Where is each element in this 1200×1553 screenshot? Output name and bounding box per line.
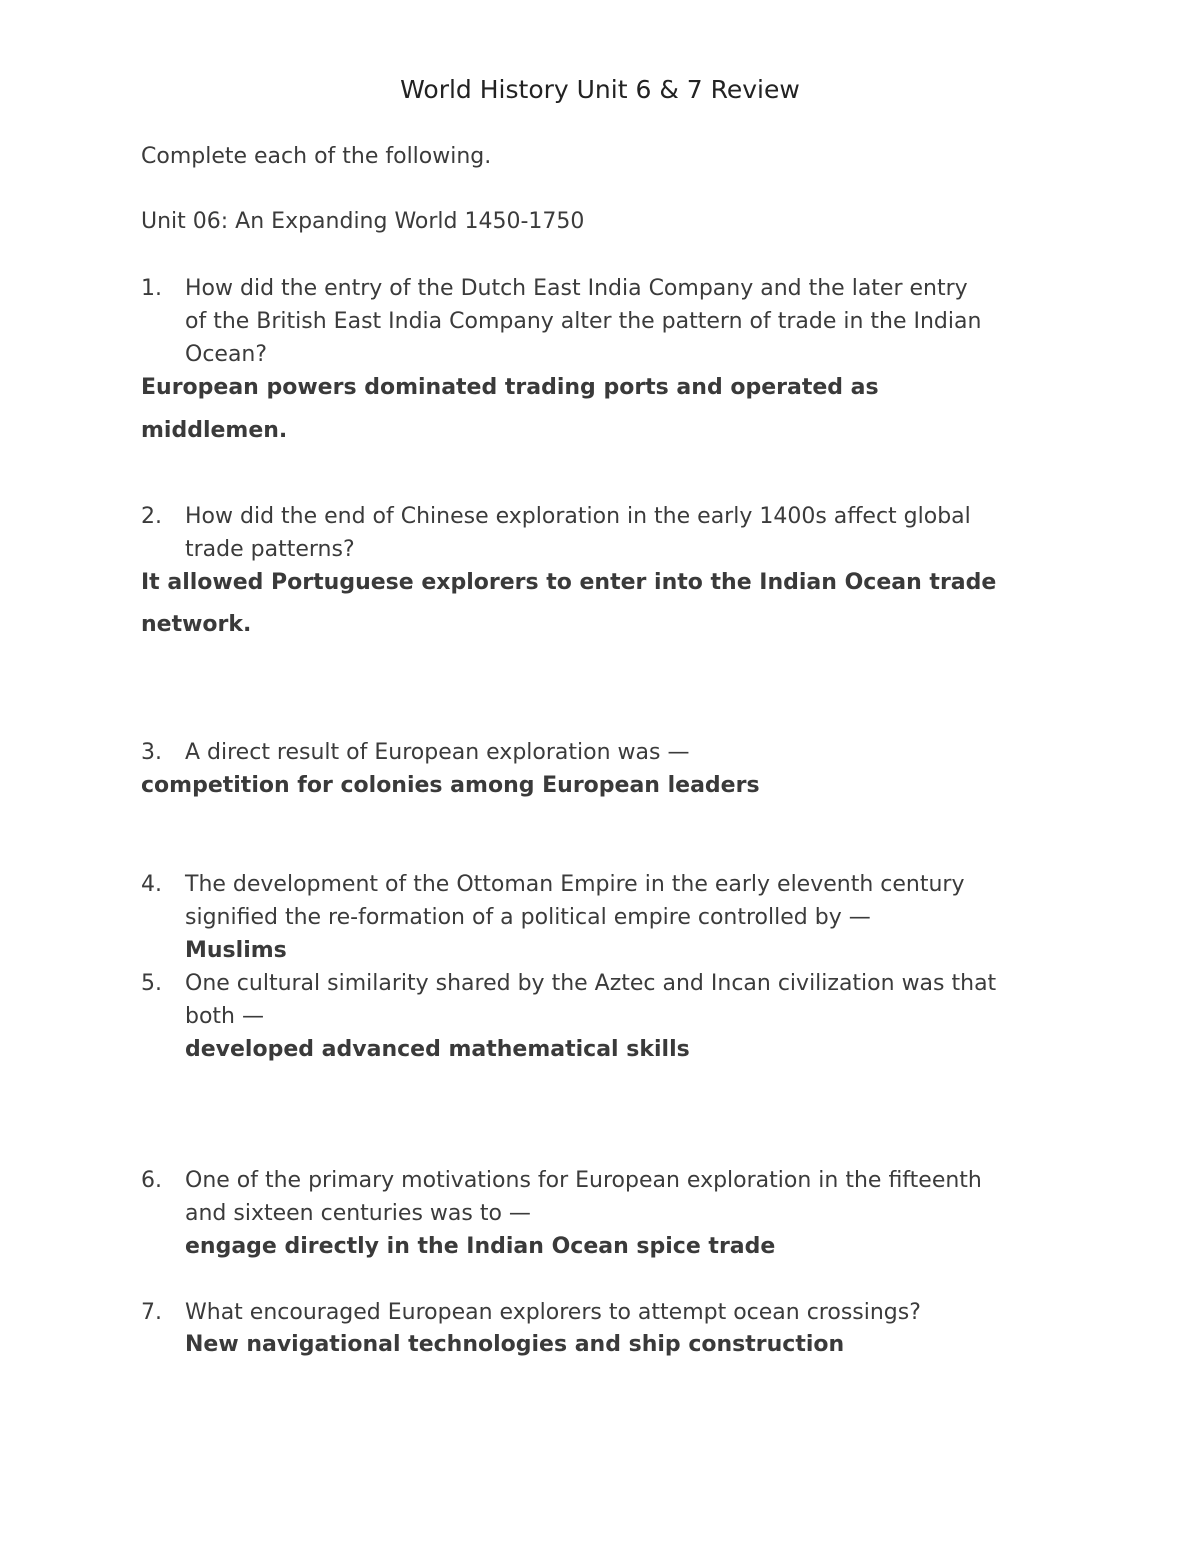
answer-line: competition for colonies among European leaders	[141, 773, 760, 798]
question-text-line: The development of the Ottoman Empire in the early eleventh century	[185, 872, 965, 897]
question-text-line: One cultural similarity shared by the Aztec and Incan civilization was that	[185, 971, 997, 996]
document-title: World History Unit 6 & 7 Review	[400, 75, 800, 104]
question-number: 5.	[141, 971, 162, 996]
question-text-line: A direct result of European exploration was —	[185, 740, 690, 765]
question-text-line: signified the re-formation of a political empire controlled by —	[185, 905, 871, 930]
question-text-line: both —	[185, 1004, 264, 1029]
question-text-line: How did the end of Chinese exploration in the early 1400s affect global	[185, 504, 971, 529]
unit-heading: Unit 06: An Expanding World 1450-1750	[141, 209, 585, 234]
question-text-line: trade patterns?	[185, 537, 355, 562]
question-text-line: What encouraged European explorers to attempt ocean crossings?	[185, 1300, 921, 1325]
answer-line: middlemen.	[141, 418, 288, 443]
question-text-line: and sixteen centuries was to —	[185, 1201, 531, 1226]
question-number: 3.	[141, 740, 162, 765]
answer-line: Muslims	[185, 938, 287, 963]
question-number: 6.	[141, 1168, 162, 1193]
answer-line: It allowed Portuguese explorers to enter into the Indian Ocean trade	[141, 570, 997, 595]
question-number: 7.	[141, 1300, 162, 1325]
question-text-line: of the British East India Company alter the pattern of trade in the Indian	[185, 309, 982, 334]
answer-line: network.	[141, 612, 252, 637]
answer-line: New navigational technologies and ship construction	[185, 1332, 845, 1357]
question-text-line: How did the entry of the Dutch East India Company and the later entry	[185, 276, 968, 301]
question-text-line: Ocean?	[185, 342, 268, 367]
question-number: 1.	[141, 276, 162, 301]
question-number: 4.	[141, 872, 162, 897]
instructions: Complete each of the following.	[141, 144, 492, 169]
question-number: 2.	[141, 504, 162, 529]
answer-line: engage directly in the Indian Ocean spice trade	[185, 1234, 776, 1259]
answer-line: developed advanced mathematical skills	[185, 1037, 690, 1062]
answer-line: European powers dominated trading ports and operated as	[141, 375, 879, 400]
question-text-line: One of the primary motivations for European exploration in the fifteenth	[185, 1168, 982, 1193]
